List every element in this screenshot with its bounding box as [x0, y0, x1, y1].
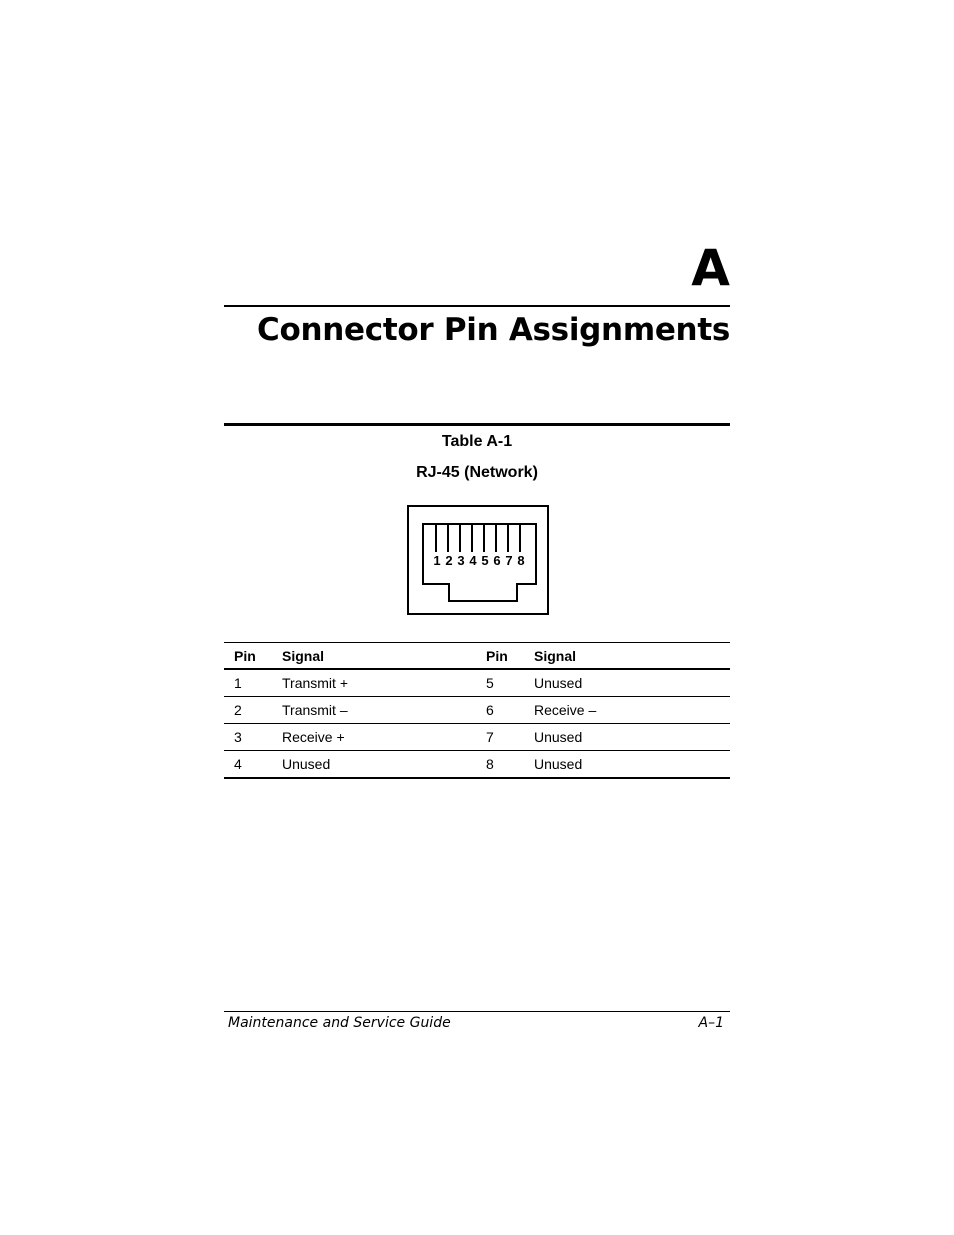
pin-cell: 6 [476, 697, 524, 724]
table-row [224, 669, 730, 697]
table-row [224, 697, 730, 724]
signal-cell: Transmit – [272, 697, 476, 724]
pin-number-5: 5 [481, 553, 489, 568]
signal-cell: Receive + [272, 724, 476, 751]
pin-cell: 3 [224, 724, 272, 751]
title-rule [224, 305, 730, 307]
pin-cell: 4 [234, 756, 242, 772]
signal-cell: Unused [534, 756, 583, 772]
signal-cell: Receive – [524, 697, 730, 724]
pin-number-7: 7 [505, 553, 513, 568]
chapter-title: Connector Pin Assignments [257, 312, 730, 348]
pin-cell: 7 [476, 724, 524, 751]
signal-cell: Unused [524, 724, 730, 751]
table-caption: RJ-45 (Network) [416, 464, 538, 481]
header-signal-left: Signal [272, 643, 476, 670]
footer-guide-title: Maintenance and Service Guide [228, 1015, 451, 1031]
footer-page-number: A–1 [698, 1015, 724, 1031]
rj45-connector-diagram [406, 504, 550, 616]
pin-number-1: 1 [433, 553, 441, 568]
connector-pin-numbers [433, 553, 524, 568]
connector-frame [408, 506, 548, 614]
pin-number-2: 2 [445, 553, 453, 568]
header-pin-right: Pin [476, 643, 524, 670]
table-top-rule [224, 423, 730, 426]
signal-cell: Transmit + [272, 669, 476, 697]
pin-cell: 2 [224, 697, 272, 724]
header-signal-right: Signal [524, 643, 730, 670]
header-pin-left: Pin [224, 643, 272, 670]
pin-cell: 8 [486, 756, 494, 772]
pin-number-3: 3 [457, 553, 465, 568]
pin-assignment-table [224, 642, 730, 779]
pin-cell: 5 [476, 669, 524, 697]
signal-cell: Unused [524, 669, 730, 697]
chapter-letter: A [691, 239, 730, 297]
pin-number-8: 8 [517, 553, 525, 568]
footer-rule [224, 1011, 730, 1012]
pin-number-4: 4 [469, 553, 477, 568]
table-row [224, 724, 730, 751]
table-label: Table A-1 [441, 433, 513, 450]
connector-pin-lines [436, 524, 520, 552]
table-row [224, 751, 730, 779]
signal-cell: Unused [282, 756, 331, 772]
pin-number-6: 6 [493, 553, 501, 568]
pin-cell: 1 [224, 669, 272, 697]
table-header-row [224, 643, 730, 670]
